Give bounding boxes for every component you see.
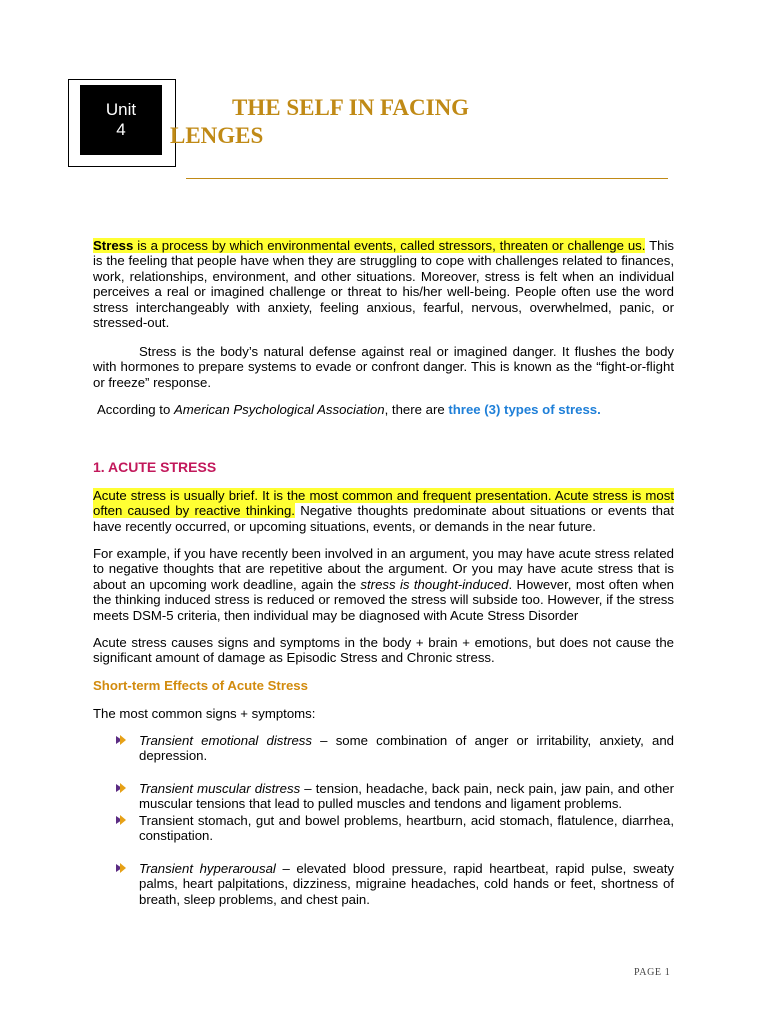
list-item [139, 861, 674, 907]
list-item [139, 733, 674, 764]
acute-paragraph-2 [93, 546, 674, 623]
bullet-arrow-icon [116, 783, 126, 793]
acute-p2-a: For example, if you have recently been involved in an argument, you may have acute stress related to negative thoughts that are repetitive about the argument. Or you may have acute stress that is about an upcoming work deadline, again the [93, 546, 674, 592]
acute-p1-rest: Negative thoughts predominate about situations or events that have recently occurred, or upcoming situations, events, or demands in the near future. [93, 503, 674, 534]
apa-source: American Psychological Association [173, 402, 385, 417]
subheading-short-term-effects: Short-term Effects of Acute Stress [93, 678, 308, 693]
list-item [139, 813, 674, 844]
fight-or-flight-paragraph: Stress is the body’s natural defense against real or imagined danger. It flushes the body with hormones to prepare systems to evade or confront danger. This is known as the “fight-or-flight or freeze” response. [93, 344, 674, 390]
acute-paragraph-3: Acute stress causes signs and symptoms in the body + brain + emotions, but does not cause the significant amount of damage as Episodic Stress and Chronic stress. [93, 635, 674, 666]
chapter-title-line2: LENGES [170, 123, 264, 148]
intro-highlight [93, 238, 645, 253]
acute-p2-italic: stress is thought-induced [360, 576, 509, 592]
acute-paragraph-1 [93, 488, 674, 534]
list-item-term: Transient hyperarousal [139, 861, 276, 876]
list-item-text: – some combination of anger or irritability, anxiety, and depression. [139, 733, 674, 764]
unit-badge [80, 85, 162, 155]
apa-mid: , there are [384, 402, 449, 417]
types-of-stress-link[interactable]: three (3) types of stress. [448, 402, 601, 417]
unit-label: Unit [105, 100, 137, 119]
stress-term: Stress [93, 238, 134, 253]
intro-definition: is a process by which environmental events, called stressors, threaten or challenge us. [133, 238, 646, 253]
list-item-text: – elevated blood pressure, rapid heartbeat, rapid pulse, sweaty palms, heart palpitations, dizziness, migraine headaches, cold hands or feet, shortness of breath, sleep problems, and chest pain. [139, 861, 674, 907]
section-heading-acute-stress: 1. ACUTE STRESS [93, 459, 217, 475]
list-item-text: – tension, headache, back pain, neck pain, jaw pain, and other muscular tensions that lead to pulled muscles and tendons and ligament problems. [139, 781, 674, 812]
list-item [139, 781, 674, 812]
unit-number: 4 [116, 120, 126, 139]
bullet-arrow-icon [116, 815, 126, 825]
acute-highlight: Acute stress is usually brief. It is the most common and frequent presentation. Acute stress is most often caused by reactive thinking. [93, 488, 674, 519]
page-number: PAGE 1 [634, 967, 671, 978]
intro-paragraph [93, 238, 674, 330]
list-intro: The most common signs + symptoms: [93, 706, 316, 721]
chapter-title-line1: THE SELF IN FACING [232, 95, 470, 120]
list-item-term: Transient muscular distress [139, 781, 301, 796]
title-divider [186, 178, 668, 179]
bullet-arrow-icon [116, 735, 126, 745]
intro-rest: This is the feeling that people have when they are struggling to cope with challenges related to finances, work, relationships, environment, and other situations. Moreover, stress is felt when an individual perceives a real or imagined challenge or threat to his/her well-being. People often use the word stress interchangeably with anxiety, feeling anxious, fearful, nervous, overwhelmed, panic, or stressed-out. [93, 238, 674, 331]
list-item-term: Transient emotional distress [139, 733, 312, 748]
list-item-text: Transient stomach, gut and bowel problems, heartburn, acid stomach, flatulence, diarrhea, constipation. [139, 813, 674, 844]
acute-p2-b: . However, most often when the thinking induced stress is reduced or removed the stress will subside too. However, if the stress meets DSM-5 criteria, then individual may be diagnosed with Acute Stress Disorder [93, 576, 675, 623]
bullet-arrow-icon [116, 863, 126, 873]
apa-pre: According to [97, 402, 174, 417]
apa-paragraph [97, 402, 678, 417]
